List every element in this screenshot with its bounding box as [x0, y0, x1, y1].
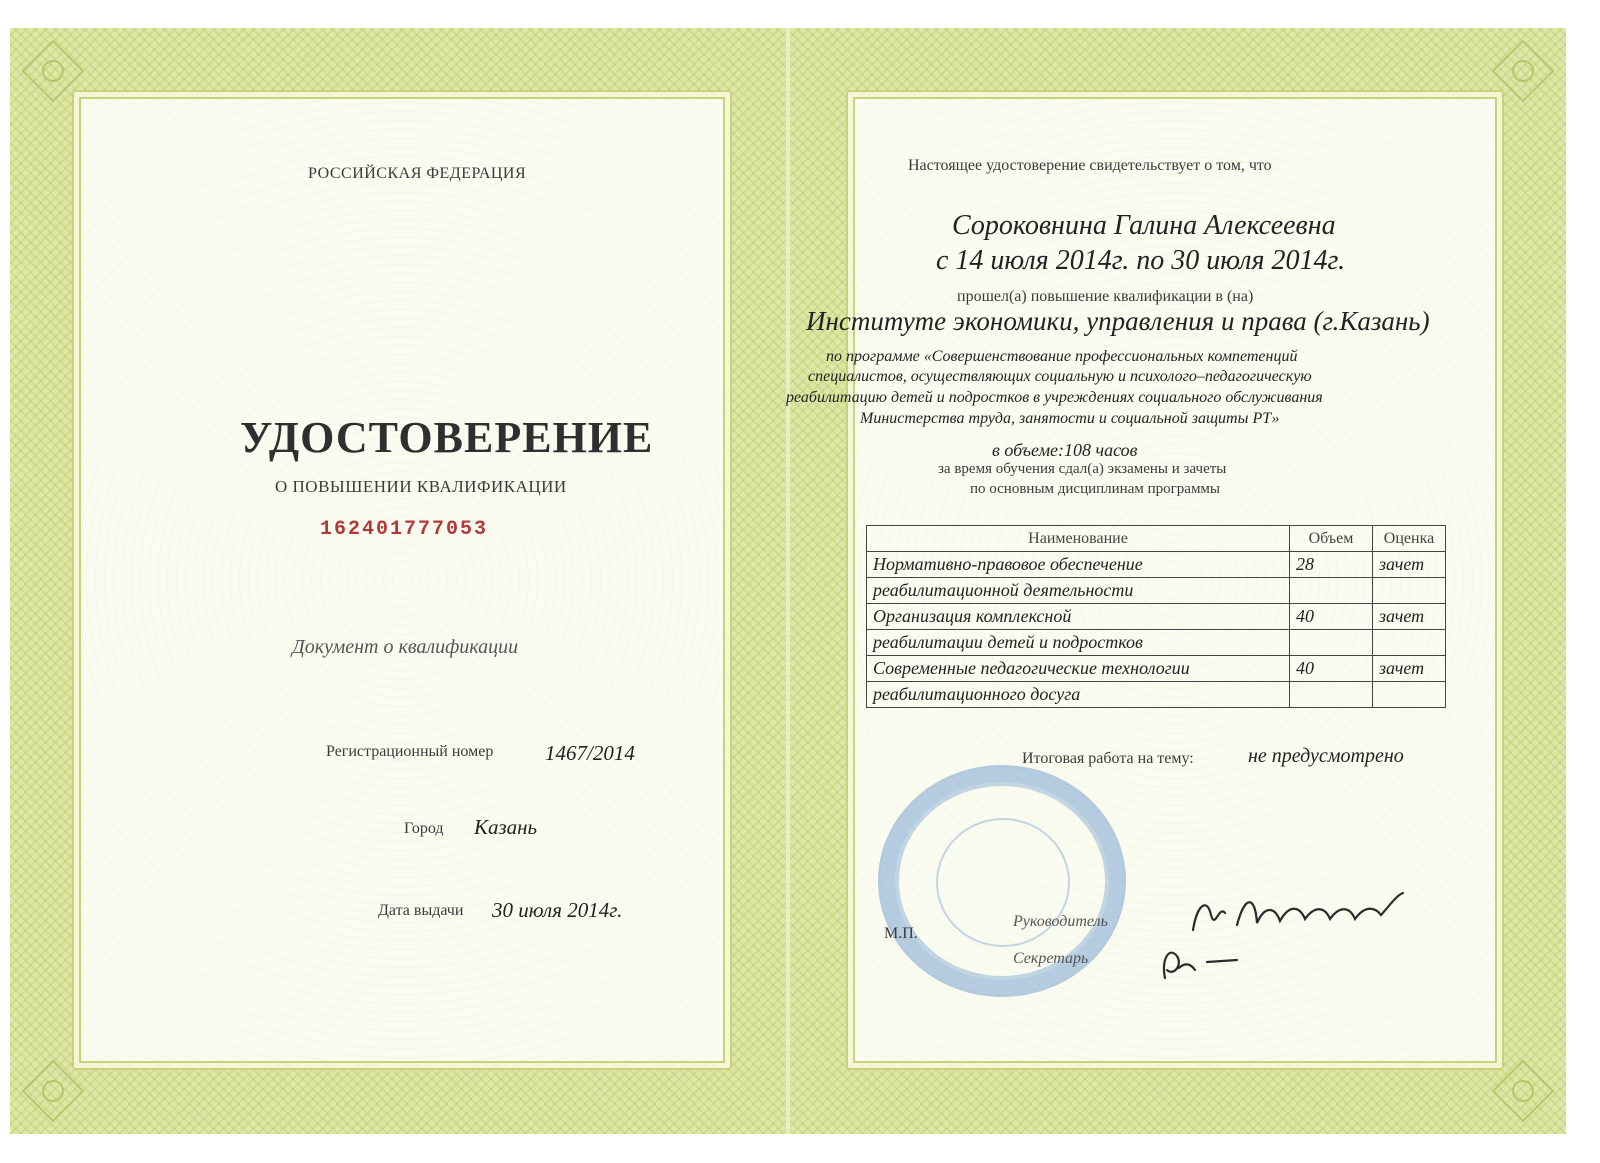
issue-date-value: 30 июля 2014г. — [492, 898, 623, 922]
table-row — [867, 552, 1446, 578]
volume-cell: 40 — [1290, 604, 1373, 630]
document-subtitle: О ПОВЫШЕНИИ КВАЛИФИКАЦИИ — [275, 477, 567, 496]
grade-cell — [1373, 682, 1446, 708]
reg-number-value: 1467/2014 — [545, 741, 635, 765]
corner-ornament-icon — [1488, 36, 1558, 106]
program-line: специалистов, осуществляющих социальную и психолого–педагогическую — [808, 368, 1312, 385]
volume-cell — [1290, 682, 1373, 708]
volume-text: в объеме:108 часов — [992, 440, 1138, 460]
reg-number-label: Регистрационный номер — [326, 743, 494, 760]
grade-cell: зачет — [1373, 552, 1446, 578]
serial-number: 162401777053 — [320, 518, 489, 541]
final-work-value: не предусмотрено — [1248, 745, 1404, 767]
city-label: Город — [404, 820, 444, 837]
document-type: Документ о квалификации — [292, 636, 519, 658]
table-row — [867, 656, 1446, 682]
left-page — [72, 90, 732, 1070]
passed-text: прошел(а) повышение квалификации в (на) — [957, 288, 1254, 305]
document-title: УДОСТОВЕРЕНИЕ — [240, 413, 654, 462]
discipline-cell: реабилитационного досуга — [867, 682, 1290, 708]
intro-text: Настоящее удостоверение свидетельствует о том, что — [908, 157, 1272, 174]
country-label: РОССИЙСКАЯ ФЕДЕРАЦИЯ — [308, 165, 527, 182]
grade-cell — [1373, 630, 1446, 656]
secretary-signature-icon — [1155, 940, 1245, 985]
exams-text-1: за время обучения сдал(а) экзамены и зачеты — [938, 461, 1227, 477]
official-stamp — [878, 765, 1126, 997]
table-header-row — [867, 526, 1446, 552]
secretary-label: Секретарь — [1013, 950, 1089, 967]
grade-cell: зачет — [1373, 604, 1446, 630]
issue-date-label: Дата выдачи — [378, 902, 464, 919]
discipline-cell: Нормативно-правовое обеспечение — [867, 552, 1290, 578]
city-value: Казань — [474, 815, 538, 839]
holder-name: Сороковнина Галина Алексеевна — [952, 210, 1336, 241]
discipline-cell: реабилитационной деятельности — [867, 578, 1290, 604]
volume-cell — [1290, 630, 1373, 656]
column-header: Оценка — [1373, 526, 1446, 552]
table-row — [867, 630, 1446, 656]
seal-place-label: М.П. — [884, 925, 918, 942]
center-fold — [786, 28, 790, 1134]
program-line: Министерства труда, занятости и социальной защиты РТ» — [860, 410, 1280, 427]
column-header: Наименование — [867, 526, 1290, 552]
table-row — [867, 604, 1446, 630]
volume-cell: 40 — [1290, 656, 1373, 682]
discipline-cell: Современные педагогические технологии — [867, 656, 1290, 682]
discipline-cell: Организация комплексной — [867, 604, 1290, 630]
study-period: с 14 июля 2014г. по 30 июля 2014г. — [936, 245, 1346, 276]
head-signature-icon — [1185, 885, 1415, 940]
corner-ornament-icon — [18, 36, 88, 106]
program-line: реабилитацию детей и подростков в учреждениях социального обслуживания — [786, 389, 1323, 406]
disciplines-table — [866, 525, 1446, 708]
corner-ornament-icon — [18, 1056, 88, 1126]
discipline-cell: реабилитации детей и подростков — [867, 630, 1290, 656]
table-row — [867, 682, 1446, 708]
head-label: Руководитель — [1013, 913, 1108, 930]
volume-cell: 28 — [1290, 552, 1373, 578]
column-header: Объем — [1290, 526, 1373, 552]
exams-text-2: по основным дисциплинам программы — [970, 481, 1221, 497]
program-line: по программе «Совершенствование профессиональных компетенций — [826, 348, 1298, 365]
volume-cell — [1290, 578, 1373, 604]
institute-name: Институте экономики, управления и права (г.Казань) — [806, 306, 1430, 336]
final-work-label: Итоговая работа на тему: — [1022, 750, 1194, 767]
grade-cell — [1373, 578, 1446, 604]
grade-cell: зачет — [1373, 656, 1446, 682]
table-row — [867, 578, 1446, 604]
corner-ornament-icon — [1488, 1056, 1558, 1126]
